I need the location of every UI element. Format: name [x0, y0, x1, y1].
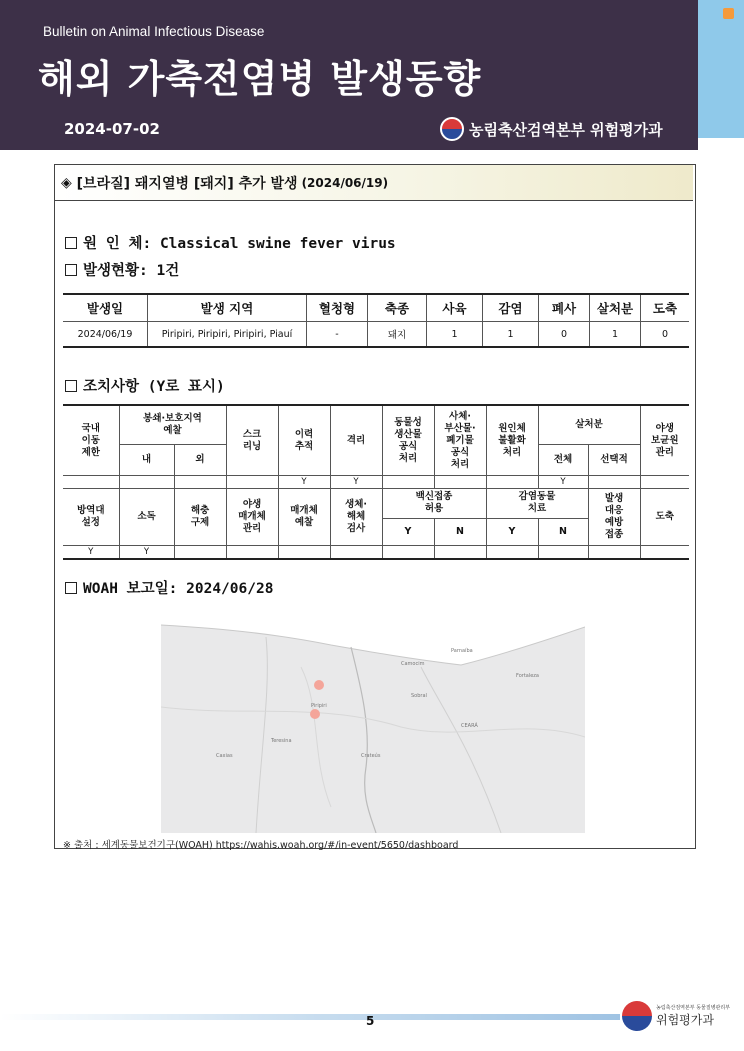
woah-line: WOAH 보고일: 2024/06/28	[65, 577, 273, 598]
table-header: 도축	[641, 294, 690, 322]
map-label: Sobral	[411, 693, 427, 699]
diamond-bullet-icon: ◈	[61, 174, 72, 191]
map-label: Parnaíba	[451, 648, 473, 654]
measure-header: 원인체 불활화 처리	[486, 405, 538, 476]
measure-value	[382, 476, 434, 489]
org-logo	[440, 117, 663, 141]
measure-header: 사체· 부산물· 폐기물 공식 처리	[434, 405, 486, 476]
measure-header: N	[538, 518, 588, 545]
measure-header: 전체	[538, 445, 588, 476]
map-label: Piripiri	[311, 703, 327, 709]
table-cell: -	[307, 322, 368, 348]
measure-value	[538, 546, 588, 560]
measure-value	[382, 546, 434, 560]
topic-header	[55, 165, 693, 201]
measures-table	[63, 404, 689, 560]
measure-header: 생체· 해체 검사	[330, 489, 382, 546]
outbreak-table	[63, 293, 689, 348]
taeguk-icon	[440, 117, 464, 141]
measure-header: 이력 추적	[278, 405, 330, 476]
measure-header: 소독	[119, 489, 174, 546]
measure-value	[174, 476, 226, 489]
measure-value: Y	[119, 546, 174, 560]
checkbox-icon	[65, 582, 77, 594]
measure-header: Y	[486, 518, 538, 545]
accent-bar	[698, 0, 744, 138]
table-header: 발생일	[63, 294, 148, 322]
outbreak-marker	[314, 680, 324, 690]
measure-header: N	[434, 518, 486, 545]
page-header	[0, 0, 698, 150]
measure-header: 격리	[330, 405, 382, 476]
table-row	[63, 322, 689, 348]
table-header: 감염	[483, 294, 539, 322]
status-line: 발생현황: 1건	[65, 259, 179, 280]
table-header: 살처분	[590, 294, 641, 322]
map-svg	[161, 607, 585, 833]
ocean-area	[161, 607, 585, 665]
river-line	[256, 637, 267, 833]
measure-value	[434, 546, 486, 560]
measure-header: 국내 이동 제한	[63, 405, 119, 476]
measure-value: Y	[63, 546, 119, 560]
report-box	[54, 164, 696, 849]
outbreak-marker	[310, 709, 320, 719]
cause-line: 원 인 체: Classical swine fever virus	[65, 232, 396, 253]
measures-line: 조치사항 (Y로 표시)	[65, 375, 225, 396]
measure-header: 야생 매개체 관리	[226, 489, 278, 546]
measure-value: Y	[538, 476, 588, 489]
measure-value	[486, 476, 538, 489]
measure-value	[119, 476, 174, 489]
topic-title: [브라질] 돼지열병 [돼지] 추가 발생	[76, 175, 298, 192]
measure-value	[226, 476, 278, 489]
table-header: 폐사	[539, 294, 590, 322]
measure-value	[640, 476, 689, 489]
map-label: Fortaleza	[516, 673, 539, 679]
measure-header: 동물성 생산물 공식 처리	[382, 405, 434, 476]
source-note: ※ 출처 : 세계동물보건기구(WOAH) https://wahis.woah.org/#/in-event/5650/dashboard	[63, 840, 459, 851]
measure-header: 야생 보균원 관리	[640, 405, 689, 476]
taeguk-icon	[622, 1001, 652, 1031]
measure-value	[63, 476, 119, 489]
checkbox-icon	[65, 380, 77, 392]
woah-date: 2024/06/28	[186, 581, 274, 597]
table-cell: 돼지	[368, 322, 427, 348]
table-cell: Piripiri, Piripiri, Piripiri, Piauí	[148, 322, 307, 348]
measure-header: 방역대 설정	[63, 489, 119, 546]
map-label: Teresina	[271, 738, 292, 744]
footer-org-small: 농림축산검역본부 동물질병관리부	[656, 1005, 731, 1011]
cause-value: Classical swine fever virus	[159, 236, 396, 252]
map-label: Caxias	[216, 753, 233, 759]
measure-header: 발생 대응 예방 접종	[588, 489, 640, 546]
measure-value	[226, 546, 278, 560]
measure-header: 선택적	[588, 445, 640, 476]
footer-line	[0, 1014, 620, 1020]
measure-value	[278, 546, 330, 560]
table-header: 축종	[368, 294, 427, 322]
report-date: 2024-07-02	[64, 120, 160, 138]
measure-header: Y	[382, 518, 434, 545]
measure-header: 내	[119, 445, 174, 476]
footer-org-big: 위험평가과	[656, 1013, 714, 1027]
measure-value: Y	[330, 476, 382, 489]
page-title: 해외 가축전염병 발생동향	[38, 57, 482, 101]
table-header: 혈청형	[307, 294, 368, 322]
table-cell: 2024/06/19	[63, 322, 148, 348]
measure-header: 해충 구제	[174, 489, 226, 546]
table-cell: 1	[427, 322, 483, 348]
table-header: 발생 지역	[148, 294, 307, 322]
table-header: 사육	[427, 294, 483, 322]
table-cell: 0	[641, 322, 690, 348]
measure-header: 스크 리닝	[226, 405, 278, 476]
measure-header: 외	[174, 445, 226, 476]
outbreak-map	[161, 607, 585, 833]
org-name: 농림축산검역본부 위험평가과	[469, 120, 663, 139]
table-header-row	[63, 294, 689, 322]
topic-date: (2024/06/19)	[301, 175, 389, 190]
table-cell: 1	[590, 322, 641, 348]
measure-value	[434, 476, 486, 489]
status-value: 1건	[156, 263, 180, 279]
map-label: Crateús	[361, 753, 381, 759]
bulletin-title: Bulletin on Animal Infectious Disease	[43, 24, 265, 39]
measure-value	[330, 546, 382, 560]
measure-header: 매개체 예찰	[278, 489, 330, 546]
page-number: 5	[366, 1014, 375, 1028]
footer-logo	[622, 996, 732, 1036]
corner-tag	[723, 8, 734, 19]
measure-header: 살처분	[538, 405, 640, 445]
road-line	[421, 667, 501, 833]
measure-value	[174, 546, 226, 560]
measure-value	[588, 476, 640, 489]
table-cell: 0	[539, 322, 590, 348]
table-row	[63, 546, 689, 560]
measure-value	[486, 546, 538, 560]
checkbox-icon	[65, 264, 77, 276]
road-line	[161, 707, 585, 737]
checkbox-icon	[65, 237, 77, 249]
table-row	[63, 476, 689, 489]
measure-header: 백신접종 허용	[382, 489, 486, 519]
measure-value	[640, 546, 689, 560]
measure-header: 감염동물 치료	[486, 489, 588, 519]
map-label: CEARÁ	[461, 723, 478, 729]
measure-header: 봉쇄·보호지역 예찰	[119, 405, 226, 445]
state-border	[351, 647, 376, 833]
measure-header: 도축	[640, 489, 689, 546]
map-label: Camocim	[401, 661, 425, 667]
table-cell: 1	[483, 322, 539, 348]
measure-value	[588, 546, 640, 560]
measure-value: Y	[278, 476, 330, 489]
